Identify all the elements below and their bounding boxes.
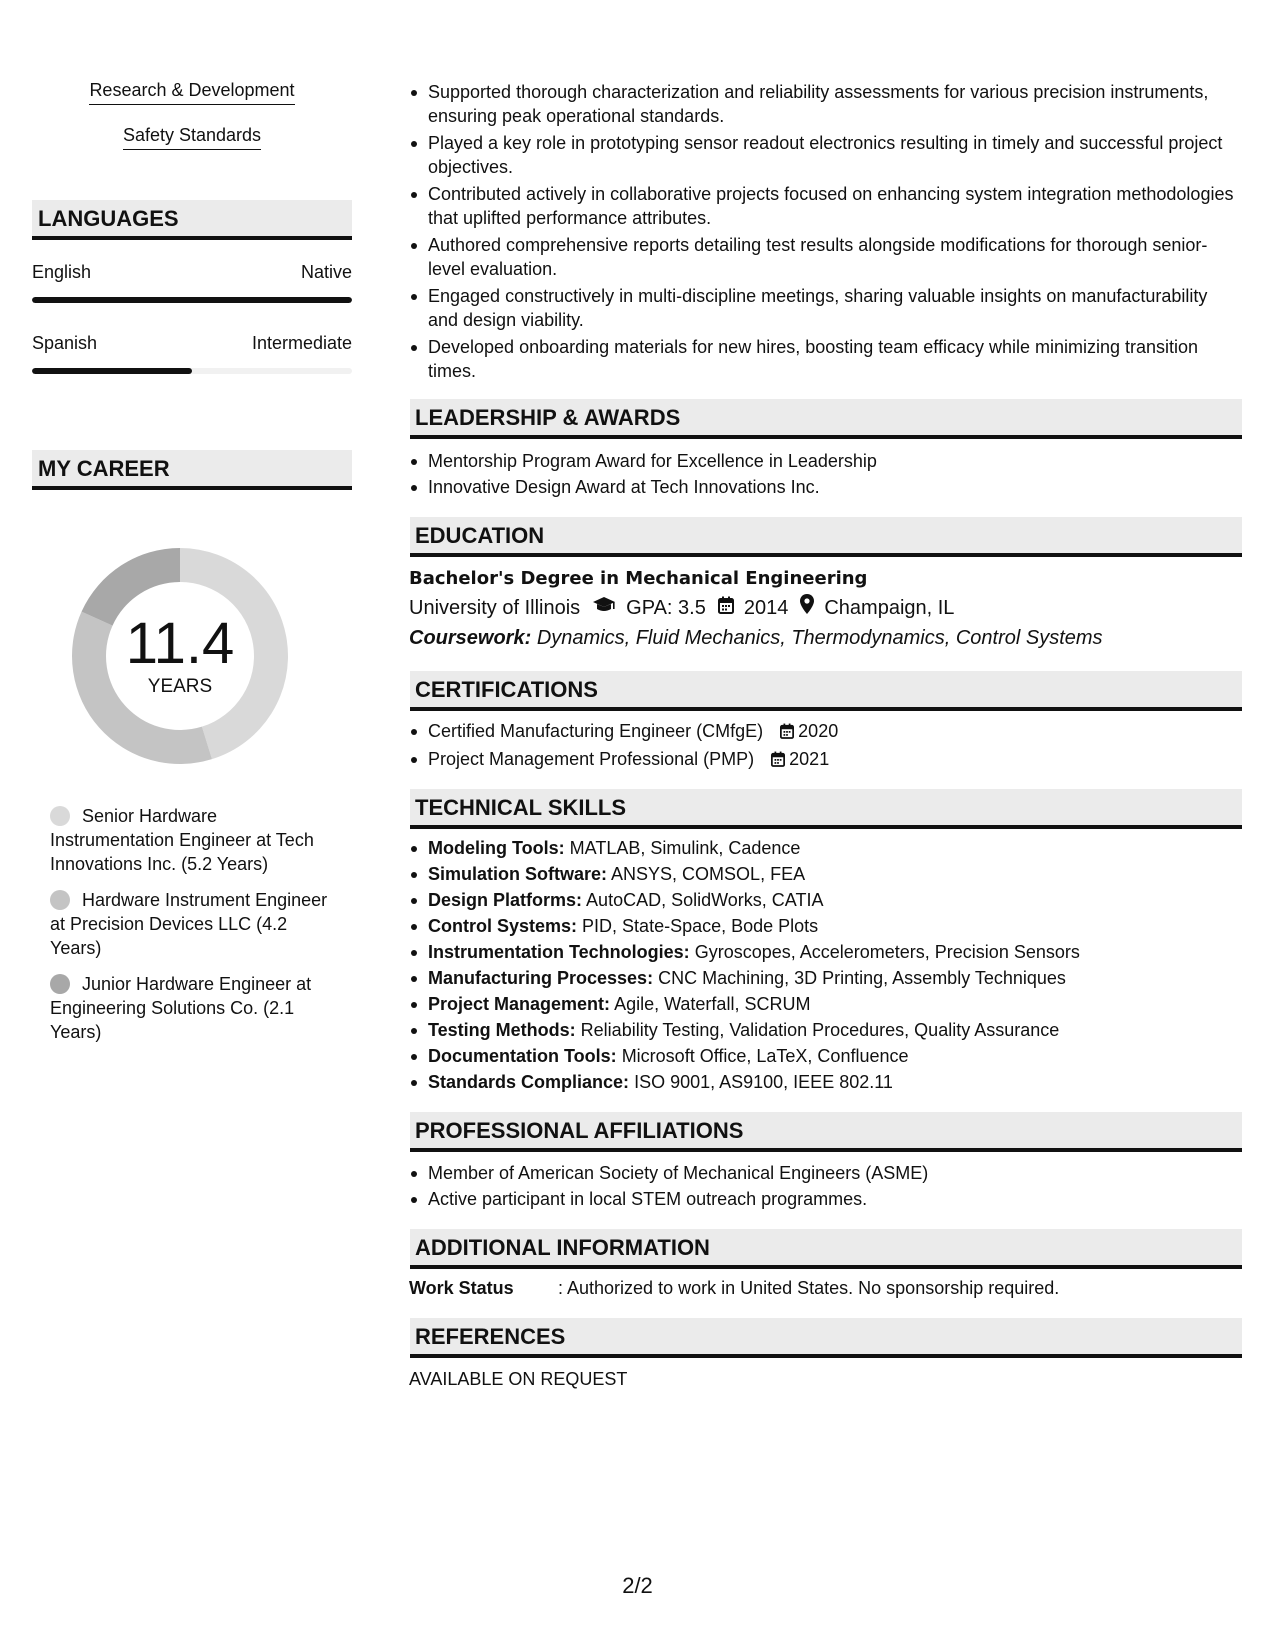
map-pin-icon [800, 593, 814, 623]
affiliations-list [409, 1161, 1242, 1211]
certifications-heading: CERTIFICATIONS [410, 671, 1242, 711]
school-name: University of Illinois [409, 597, 581, 619]
career-legend [50, 804, 340, 1056]
list-item: Project Management: Agile, Waterfall, SCRUM [409, 992, 1242, 1016]
list-item: Mentorship Program Award for Excellence in Leadership [409, 449, 1242, 473]
list-item: Project Management Professional (PMP) 2021 [409, 747, 1242, 773]
list-item: Control Systems: PID, State-Space, Bode Plots [409, 914, 1242, 938]
list-item: Developed onboarding materials for new hires, boosting team efficacy while minimizing transition times. [409, 335, 1242, 383]
page-number: 2/2 [622, 1573, 653, 1598]
work-status-label: Work Status [409, 1278, 514, 1298]
language-level: Native [300, 262, 352, 282]
work-status [409, 1276, 1242, 1300]
list-item: Engaged constructively in multi-discipline meetings, sharing valuable insights on manufacturability and design viability. [409, 284, 1242, 332]
language-name: English [32, 262, 92, 282]
languages-heading: LANGUAGES [32, 200, 352, 240]
education-meta [409, 593, 1242, 623]
references-heading: REFERENCES [410, 1318, 1242, 1358]
list-item: Certified Manufacturing Engineer (CMfgE) 2020 [409, 719, 1242, 745]
certifications-list [409, 719, 1242, 773]
graduation-year: 2014 [743, 597, 789, 619]
legend-dot-icon [50, 890, 70, 910]
experience-bullets [409, 80, 1242, 383]
language-name: Spanish [32, 333, 98, 353]
leadership-heading: LEADERSHIP & AWARDS [410, 399, 1242, 439]
graduation-cap-icon [592, 593, 616, 623]
degree-title: Bachelor's Degree in Mechanical Engineering [409, 568, 868, 589]
list-item: Played a key role in prototyping sensor readout electronics resulting in timely and successful project objectives. [409, 131, 1242, 179]
list-item: Authored comprehensive reports detailing test results alongside modifications for thorough senior-level evaluation. [409, 233, 1242, 281]
calendar-icon [718, 593, 734, 623]
education-entry [409, 565, 1242, 653]
education-heading: EDUCATION [410, 517, 1242, 557]
list-item: Member of American Society of Mechanical Engineers (ASME) [409, 1161, 1242, 1185]
gpa: GPA: 3.5 [626, 597, 706, 619]
career-legend-item: Senior Hardware Instrumentation Engineer at Tech Innovations Inc. (5.2 Years) [50, 806, 314, 874]
list-item: Active participant in local STEM outreach programmes. [409, 1187, 1242, 1211]
technical-skills-list [409, 836, 1242, 1094]
career-legend-item: Hardware Instrument Engineer at Precision Devices LLC (4.2 Years) [50, 890, 328, 958]
list-item: Documentation Tools: Microsoft Office, LaTeX, Confluence [409, 1044, 1242, 1068]
coursework: Coursework: Dynamics, Fluid Mechanics, Thermodynamics, Control Systems [409, 627, 1103, 649]
legend-dot-icon [50, 974, 70, 994]
list-item: Manufacturing Processes: CNC Machining, 3D Printing, Assembly Techniques [409, 966, 1242, 990]
language-item [32, 260, 352, 303]
legend-dot-icon [50, 806, 70, 826]
language-level: Intermediate [251, 333, 352, 353]
affiliations-heading: PROFESSIONAL AFFILIATIONS [410, 1112, 1242, 1152]
calendar-icon [771, 749, 785, 773]
calendar-icon [780, 721, 794, 745]
list-item: Innovative Design Award at Tech Innovations Inc. [409, 475, 1242, 499]
list-item: Contributed actively in collaborative projects focused on enhancing system integration methodologies that uplifted performance attributes. [409, 182, 1242, 230]
list-item: Modeling Tools: MATLAB, Simulink, Cadence [409, 836, 1242, 860]
school-location: Champaign, IL [824, 597, 955, 619]
technical-skills-heading: TECHNICAL SKILLS [410, 789, 1242, 829]
list-item: Testing Methods: Reliability Testing, Validation Procedures, Quality Assurance [409, 1018, 1242, 1042]
language-proficiency-bar [32, 297, 352, 303]
language-item [32, 331, 352, 374]
career-donut-chart [66, 542, 294, 770]
list-item: Simulation Software: ANSYS, COMSOL, FEA [409, 862, 1242, 886]
career-total-unit: YEARS [147, 676, 213, 697]
list-item: Standards Compliance: ISO 9001, AS9100, IEEE 802.11 [409, 1070, 1242, 1094]
list-item: Design Platforms: AutoCAD, SolidWorks, CATIA [409, 888, 1242, 912]
work-status-value: : Authorized to work in United States. No sponsorship required. [558, 1278, 1060, 1298]
career-legend-item: Junior Hardware Engineer at Engineering Solutions Co. (2.1 Years) [50, 974, 312, 1042]
main-content [409, 80, 1242, 1391]
career-total-years: 11.4 [125, 611, 235, 676]
list-item: Supported thorough characterization and reliability assessments for various precision instruments, ensuring peak operational standards. [409, 80, 1242, 128]
sidebar [32, 78, 352, 1042]
career-heading: MY CAREER [32, 450, 352, 490]
skill-tag: Research & Development [32, 78, 352, 123]
references-text: AVAILABLE ON REQUEST [409, 1369, 628, 1389]
additional-info-heading: ADDITIONAL INFORMATION [410, 1229, 1242, 1269]
skill-tag: Safety Standards [32, 123, 352, 168]
leadership-list [409, 449, 1242, 499]
list-item: Instrumentation Technologies: Gyroscopes, Accelerometers, Precision Sensors [409, 940, 1242, 964]
